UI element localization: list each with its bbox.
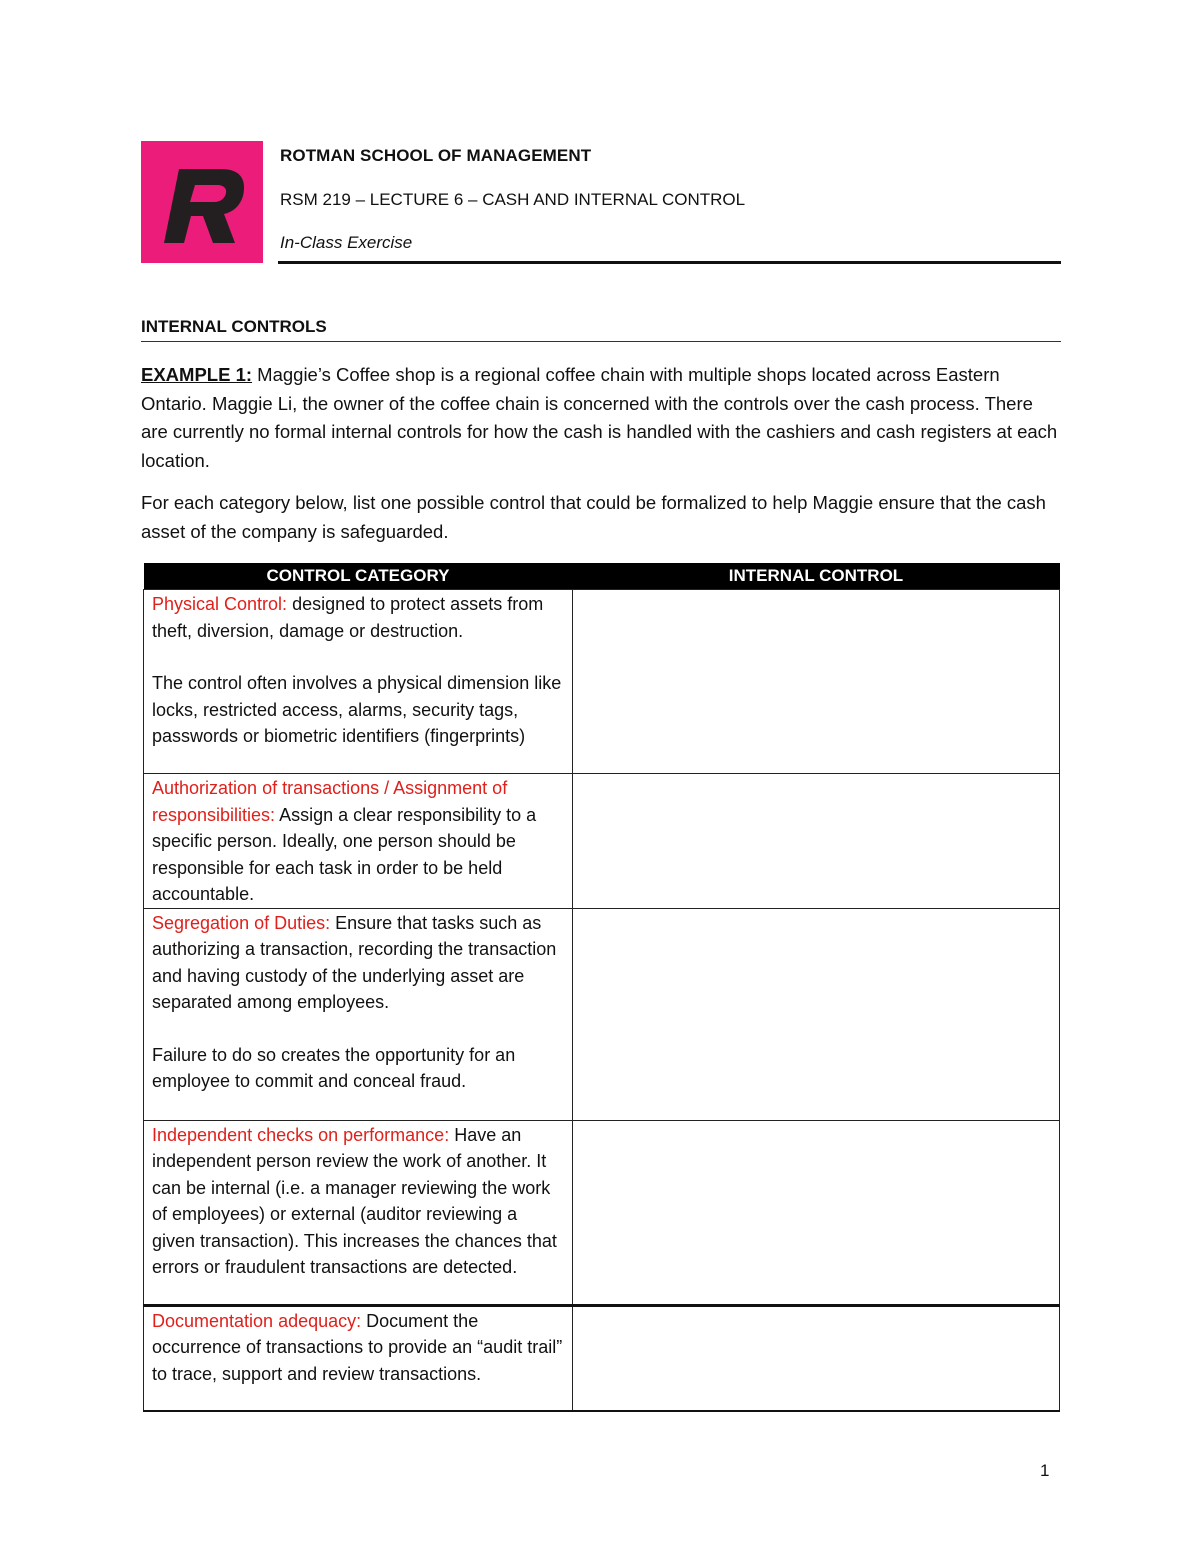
category-description-extra: Failure to do so creates the opportunity for an employee to commit and conceal fraud. <box>152 1044 516 1091</box>
category-name: Authorization of transactions / Assignment of responsibilities: <box>152 778 508 825</box>
control-category-cell <box>144 590 573 774</box>
internal-control-answer-cell[interactable] <box>573 774 1060 909</box>
column-header-control-category: CONTROL CATEGORY <box>144 563 573 590</box>
rotman-logo <box>141 141 263 263</box>
category-name: Segregation of Duties: <box>152 912 331 933</box>
internal-control-answer-cell[interactable] <box>573 908 1060 1120</box>
example-paragraph <box>141 361 1061 475</box>
course-title: RSM 219 – LECTURE 6 – CASH AND INTERNAL CONTROL <box>280 190 746 209</box>
category-description: Ensure that tasks such as authorizing a transaction, recording the transaction and having custody of the underlying asset are separated among employees. <box>152 912 557 1012</box>
r-logo-icon <box>141 141 263 263</box>
table-row <box>144 1305 1060 1411</box>
table-row <box>144 590 1060 774</box>
table-row <box>144 908 1060 1120</box>
control-category-cell <box>144 774 573 909</box>
category-name: Independent checks on performance: <box>152 1124 450 1145</box>
school-name: ROTMAN SCHOOL OF MANAGEMENT <box>280 146 592 165</box>
exercise-label: In-Class Exercise <box>280 233 413 252</box>
page-number: 1 <box>1040 1461 1050 1480</box>
category-description: designed to protect assets from theft, diversion, damage or destruction. <box>152 594 544 641</box>
internal-control-answer-cell[interactable] <box>573 590 1060 774</box>
control-category-cell <box>144 1305 573 1411</box>
category-description-extra: The control often involves a physical dimension like locks, restricted access, alarms, security tags, passwords or biometric identifiers (fingerprints) <box>152 673 562 746</box>
column-header-internal-control: INTERNAL CONTROL <box>573 563 1060 590</box>
control-category-cell <box>144 1120 573 1305</box>
controls-table <box>143 563 1060 1412</box>
instruction-paragraph: For each category below, list one possible control that could be formalized to help Maggie ensure that the cash asset of the company is safeguarded. <box>141 492 1046 542</box>
table-row <box>144 774 1060 909</box>
table-row <box>144 1120 1060 1305</box>
control-category-cell <box>144 908 573 1120</box>
category-description: Have an independent person review the work of another. It can be internal (i.e. a manager reviewing the work of employees) or external (auditor reviewing a given transaction). This increases the chances that errors or fraudulent transactions are detected. <box>152 1124 557 1277</box>
category-name: Documentation adequacy: <box>152 1310 362 1331</box>
example-label: EXAMPLE 1: <box>141 364 253 385</box>
internal-control-answer-cell[interactable] <box>573 1305 1060 1411</box>
section-title: INTERNAL CONTROLS <box>141 317 1061 342</box>
category-description: Document the occurrence of transactions to provide an “audit trail” to trace, support and review transactions. <box>152 1310 563 1384</box>
document-header <box>278 141 1061 264</box>
example-text: Maggie’s Coffee shop is a regional coffee chain with multiple shops located across Eastern Ontario. Maggie Li, the owner of the coffee chain is concerned with the controls over the cash process. There are currently no formal internal controls for how the cash is handled with the cashiers and cash registers at each location. <box>141 364 1058 471</box>
category-description: Assign a clear responsibility to a specific person. Ideally, one person should be responsible for each task in order to be held accountable. <box>152 804 537 904</box>
category-name: Physical Control: <box>152 594 288 614</box>
internal-control-answer-cell[interactable] <box>573 1120 1060 1305</box>
table-header-row <box>144 563 1060 590</box>
